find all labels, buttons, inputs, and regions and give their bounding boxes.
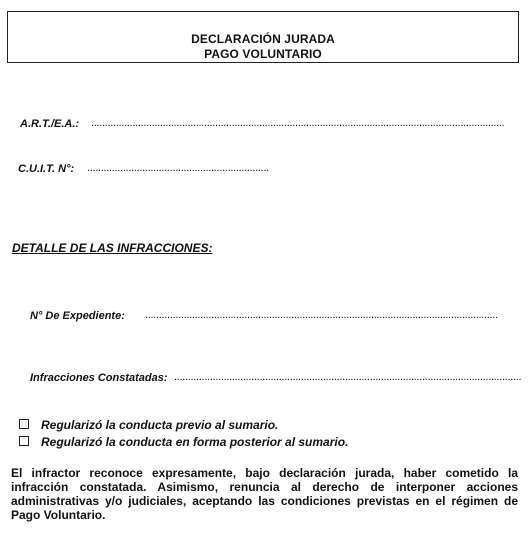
document-title: DECLARACIÓN JURADA [191,32,335,46]
section-heading: DETALLE DE LAS INFRACCIONES: [12,241,213,255]
art-fill-line[interactable]: ...................................................................................................................................................... [91,117,505,129]
checkbox-previo[interactable] [19,419,29,429]
expediente-fill-line[interactable]: ................................................................................................................................ [145,309,498,321]
cuit-label: C.U.I.T. N°: [18,163,75,175]
cuit-fill-line[interactable]: .................................................................. [87,162,269,174]
option-previo-label: Regularizó la conducta previo al sumario. [41,418,279,432]
checkbox-posterior[interactable] [19,436,29,446]
art-label: A.R.T./E.A.: [20,118,80,130]
option-previo[interactable] [19,418,278,432]
infracciones-label: Infracciones Constatadas: [30,372,168,384]
document-subtitle: PAGO VOLUNTARIO [204,47,322,61]
expediente-label: N° De Expediente: [30,310,125,322]
title-box [7,11,519,63]
infracciones-fill-line[interactable]: .............................................................................................................................. [174,371,522,383]
option-posterior[interactable] [19,435,348,449]
option-posterior-label: Regularizó la conducta en forma posterior al sumario. [41,435,349,449]
declaration-paragraph: El infractor reconoce expresamente, bajo declaración jurada, haber cometido la infracción constatada. Asimismo, renuncia al derecho de interponer acciones administrativas y/o judiciales, aceptando las condiciones previstas en el régimen de Pago Voluntario. [11,466,518,522]
